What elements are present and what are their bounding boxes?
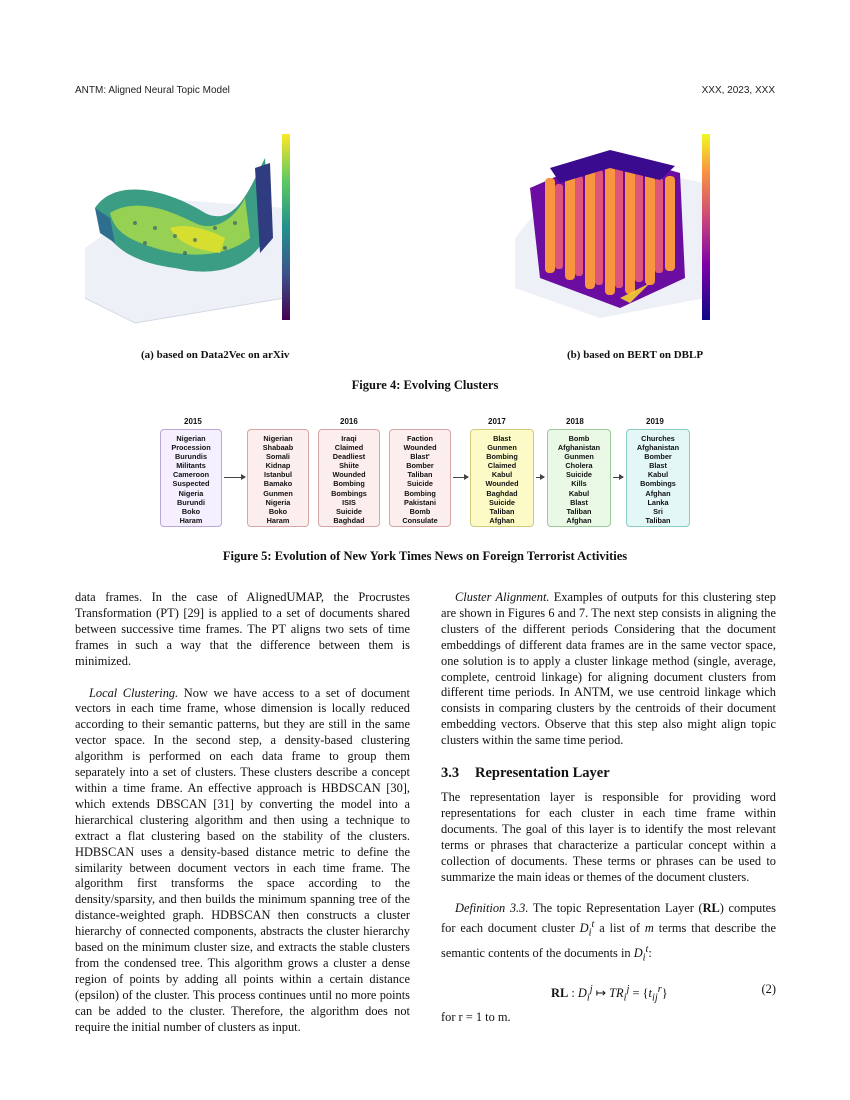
arrow-connector	[453, 477, 468, 478]
topic-box-2015	[160, 429, 222, 527]
topic-word: Blast'	[410, 452, 430, 462]
topic-word: Kidnap	[265, 461, 291, 471]
arrow-connector	[536, 477, 544, 478]
paragraph-cluster-alignment	[441, 590, 776, 749]
topic-word: Taliban	[407, 470, 433, 480]
topic-word: Bombing	[486, 452, 518, 462]
paragraph-heading: Local Clustering.	[89, 685, 179, 700]
topic-word: Taliban	[566, 506, 592, 516]
definition-heading: Definition 3.3.	[455, 901, 529, 916]
running-header-title: ANTM: Aligned Neural Topic Model	[75, 85, 230, 96]
section-number: 3.3	[441, 765, 460, 782]
topic-box-2019	[626, 429, 690, 527]
figure-4b-plot	[510, 128, 720, 323]
definition-text: terms that describe the semantic contents of the documents in	[441, 921, 776, 960]
figure-4b-caption: (b) based on BERT on DBLP	[567, 349, 704, 361]
topic-word: Bombings	[331, 488, 367, 498]
paragraph-heading: Cluster Alignment.	[455, 590, 550, 604]
year-label: 2018	[566, 417, 584, 426]
topic-word: Claimed	[334, 443, 364, 453]
topic-word: Bombings	[640, 479, 676, 489]
topic-word: Burundis	[174, 452, 208, 462]
topic-word: Bombing	[333, 479, 365, 489]
topic-word: Cholera	[565, 461, 593, 471]
arrow-connector	[224, 477, 245, 478]
topic-word: Taliban	[489, 506, 515, 516]
topic-word: Burundi	[177, 497, 205, 507]
topic-word: Baghdad	[333, 515, 365, 525]
topic-box-2016b	[318, 429, 380, 527]
topic-word: Bomb	[409, 506, 431, 516]
right-column	[441, 590, 776, 1026]
topic-word: Boko	[181, 506, 201, 516]
topic-word: Istanbul	[264, 470, 292, 480]
section-title: Representation Layer	[475, 765, 610, 782]
topic-word: Militants	[176, 461, 206, 471]
paragraph-body: Now we have access to a set of document vectors in each time frame, whose dimension is locally reduced according to their semantic patterns, but they are still in the same vector space. In the second step, a density-based clustering algorithm is performed on each data frame to group them separately into a set of clusters. These clusters describe a concept within a time frame. An effective approach is HBDSCAN [30], which extends DBSCAN [31] by converting the model into a hierarchical clustering algorithm and then using a technique to extract a flat clustering based on the stability of the clusters. HDBSCAN uses a density-based distance metric to define the similarity between document vectors in each time frame. The algorithm first transforms the space according to the density/sparsity, and then builds the minimum spanning tree of the distance-weighted graph. HDBSCAN then constructs a cluster hierarchy of connected components, abstracts the cluster hierarchy based on the minimum cluster size, and extracts the stable clusters from the condensed tree. This algorithm grows a cluster a dense region of points by adding all points within a certain distance (epsilon) of the cluster. This process continues until no more points can be added to the cluster. Therefore, the algorithm does not require the initial number of clusters as input.	[75, 685, 410, 1034]
topic-word: Lanka	[647, 497, 669, 507]
topic-word: Wounded	[485, 479, 519, 489]
topic-word: Pakistani	[403, 497, 437, 507]
topic-word: Blast	[649, 461, 667, 471]
paragraph: for r = 1 to m.	[441, 1010, 511, 1025]
topic-word: Faction	[407, 434, 433, 443]
topic-word: Bamako	[263, 479, 293, 489]
topic-word: Afghanistan	[557, 443, 601, 453]
topic-word: Consulate	[402, 515, 438, 525]
topic-box-2018	[547, 429, 611, 527]
year-label: 2015	[184, 417, 202, 426]
topic-word: Iraqi	[341, 434, 357, 443]
topic-word: Nigeria	[265, 497, 291, 507]
topic-word: Nigeria	[178, 488, 204, 498]
arrow-connector	[613, 477, 623, 478]
topic-word: ISIS	[342, 497, 356, 507]
topic-word: Afghanistan	[636, 443, 680, 453]
topic-word: Nigerian	[263, 434, 293, 443]
topic-box-2016a	[247, 429, 309, 527]
topic-box-2016c	[389, 429, 451, 527]
topic-word: Taliban	[645, 515, 671, 525]
topic-word: Nigerian	[176, 434, 206, 443]
equation-body: RL : $D_i^j$ ↦ $TR_i^j = \{t_{ij}^r\}$	[551, 984, 668, 1004]
equation-2	[441, 976, 776, 1008]
topic-word: Afghan	[489, 515, 515, 525]
topic-word: Blast	[570, 497, 588, 507]
topic-word: Churches	[641, 434, 675, 443]
topic-word: Bomber	[644, 452, 672, 462]
topic-word: Claimed	[487, 461, 517, 471]
topic-word: Boko	[268, 506, 288, 516]
topic-word: Suicide	[336, 506, 362, 516]
section-heading	[441, 766, 776, 782]
figure-4a-caption: (a) based on Data2Vec on arXiv	[141, 349, 290, 361]
topic-word: Kabul	[647, 470, 669, 480]
paragraph-body: Examples of outputs for this clustering step are shown in Figures 6 and 7. The next step consists in aligning the clusters of the different periods Considering that the document embeddings of different data frames are in the same vector space, one solution is to apply a cluster linkage method (single, average, complete, centroid linkage) for aligning document clusters from different time periods. In ANTM, we use centroid linkage which consists in comparing clusters by the centroids of their document embedding vectors. Observe that this step also might align topic clusters within the same time period.	[441, 590, 776, 748]
topic-box-2017	[470, 429, 534, 527]
figure-4-caption: Figure 4: Evolving Clusters	[351, 378, 499, 392]
year-label: 2017	[488, 417, 506, 426]
paragraph-local-clustering	[75, 686, 410, 1036]
topic-word: Procession	[171, 443, 211, 453]
topic-word: Kabul	[491, 470, 513, 480]
topic-word: Kabul	[568, 488, 590, 498]
year-label: 2016	[340, 417, 358, 426]
topic-word: Gunmen	[564, 452, 594, 462]
topic-word: Suicide	[407, 479, 433, 489]
topic-word: Deadliest	[332, 452, 366, 462]
topic-word: Gunmen	[487, 443, 517, 453]
figure-5-timeline	[160, 415, 690, 535]
topic-word: Afghan	[566, 515, 592, 525]
figure-5-caption: Figure 5: Evolution of New York Times News on Foreign Terrorist Activities	[222, 549, 628, 563]
topic-word: Suicide	[489, 497, 515, 507]
topic-word: Baghdad	[486, 488, 518, 498]
paragraph: The representation layer is responsible for providing word representations for each cluster in each time frame within documents. The goal of this layer is to identify the most relevant terms or phrases that characterize a particular concept within a collection of documents. These terms or phrases can be used to summarize the main ideas or themes of the document clusters.	[441, 789, 776, 884]
topic-word: Sri	[653, 506, 663, 516]
topic-word: Haram	[179, 515, 203, 525]
figure-4a-plot	[75, 128, 315, 328]
definition-text: a list of	[599, 921, 640, 936]
topic-word: Cameroon	[172, 470, 210, 480]
topic-word: Haram	[266, 515, 290, 525]
definition-term: RL	[702, 901, 720, 916]
definition-var: m	[644, 921, 654, 936]
topic-word: Shabaab	[262, 443, 294, 453]
topic-word: Bomber	[406, 461, 434, 471]
topic-word: Kills	[571, 479, 587, 489]
definition-text: The topic Representation Layer (	[532, 901, 703, 916]
topic-word: Suspected	[172, 479, 210, 489]
topic-word: Somali	[266, 452, 290, 462]
topic-word: Wounded	[403, 443, 437, 453]
definition-3-3: Definition 3.3. The topic Representation Layer (RL) computes for each document cluster $D_i^t$ a list of m terms that describe the semantic contents of the documents in $D_i^t$:	[441, 901, 777, 964]
topic-word: Bomb	[568, 434, 590, 443]
topic-word: Wounded	[332, 470, 366, 480]
equation-number: (2)	[761, 982, 776, 997]
topic-word: Blast	[493, 434, 511, 443]
running-header-venue: XXX, 2023, XXX	[701, 85, 775, 96]
topic-word: Shiite	[339, 461, 359, 471]
topic-word: Afghan	[645, 488, 671, 498]
left-column	[75, 590, 410, 1035]
year-label: 2019	[646, 417, 664, 426]
paragraph: data frames. In the case of AlignedUMAP, the Procrustes Transformation (PT) [29] is applied to a set of documents shared between successive time frames. The PT aligns two sets of time frames in such a way that the difference between them is minimized.	[75, 590, 410, 668]
topic-word: Gunmen	[263, 488, 293, 498]
topic-word: Bombing	[404, 488, 436, 498]
definition-text: ) computes for each document cluster	[441, 901, 777, 936]
topic-word: Suicide	[566, 470, 592, 480]
